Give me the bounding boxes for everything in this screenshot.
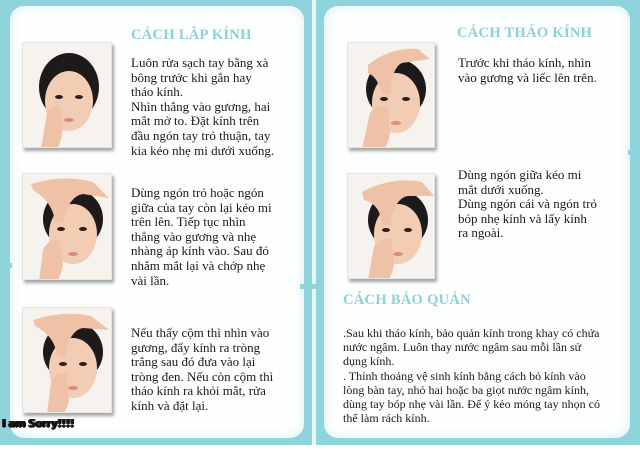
step-text-insert-3: Nếu thấy cộm thì nhìn vào gương, đẩy kính ra tròng trắng sau đó đưa vào lại tròng đen. Nếu còn cộm thì tháo kính ra khỏi mắt, rửa kính và đặt lại. xyxy=(131,325,274,413)
section-heading-care: CÁCH BẢO QUẢN xyxy=(343,292,471,308)
step-photo-insert-1 xyxy=(22,42,112,148)
face-pinching-lens-image xyxy=(348,174,435,279)
watermark-text: I am Sorry!!!! xyxy=(2,418,74,430)
face-looking-up-image xyxy=(348,43,435,148)
right-edge-tab xyxy=(628,150,640,155)
face-adjusting-lens-image xyxy=(23,308,112,413)
section-heading-remove: CÁCH THÁO KÍNH xyxy=(457,25,593,41)
left-edge-tab xyxy=(0,263,12,268)
care-text: .Sau khi tháo kính, bảo quản kính trong khay có chứa nước ngâm. Luôn thay nước ngâm sau mỗi lần sử dụng kính. . Thỉnh thoảng vệ sinh kính bằng cách bỏ kính vào lòng bàn tay, nhỏ hai hoặc ba giọt nước ngâm kính, dùng tay bóp nhẹ vài lần. Để ý kẻo móng tay nhọn có thể làm rách kính. xyxy=(343,326,600,426)
section-heading-insert: CÁCH LẮP KÍNH xyxy=(131,27,252,43)
step-text-insert-2: Dùng ngón trỏ hoặc ngón giữa của tay còn lại kéo mi trên lên. Tiếp tục nhìn thẳng vào gương và nhẹ nhàng áp kính vào. Sau đó nhắm mắt lại và chớp nhẹ vài lần. xyxy=(131,185,272,288)
step-text-remove-1: Trước khi tháo kính, nhìn vào gương và liếc lên trên. xyxy=(458,55,597,85)
step-photo-insert-3 xyxy=(22,307,112,413)
step-photo-remove-2 xyxy=(347,173,435,279)
face-lifting-upper-lid-image xyxy=(23,174,112,280)
step-photo-insert-2 xyxy=(22,173,112,280)
step-photo-remove-1 xyxy=(347,42,435,148)
step-text-insert-1: Luôn rửa sạch tay bằng xà bông trước khi gắn hay tháo kính. Nhìn thẳng vào gương, hai mắt mở to. Đặt kính trên đầu ngón tay trỏ thuận, tay kia kéo nhẹ mi dưới xuống. xyxy=(131,55,275,158)
step-text-remove-2: Dùng ngón giữa kéo mi mắt dưới xuống. Dùng ngón cái và ngón trỏ bóp nhẹ kính và lấy kính ra ngoài. xyxy=(458,167,598,241)
face-finger-on-lower-lid-image xyxy=(23,43,112,148)
